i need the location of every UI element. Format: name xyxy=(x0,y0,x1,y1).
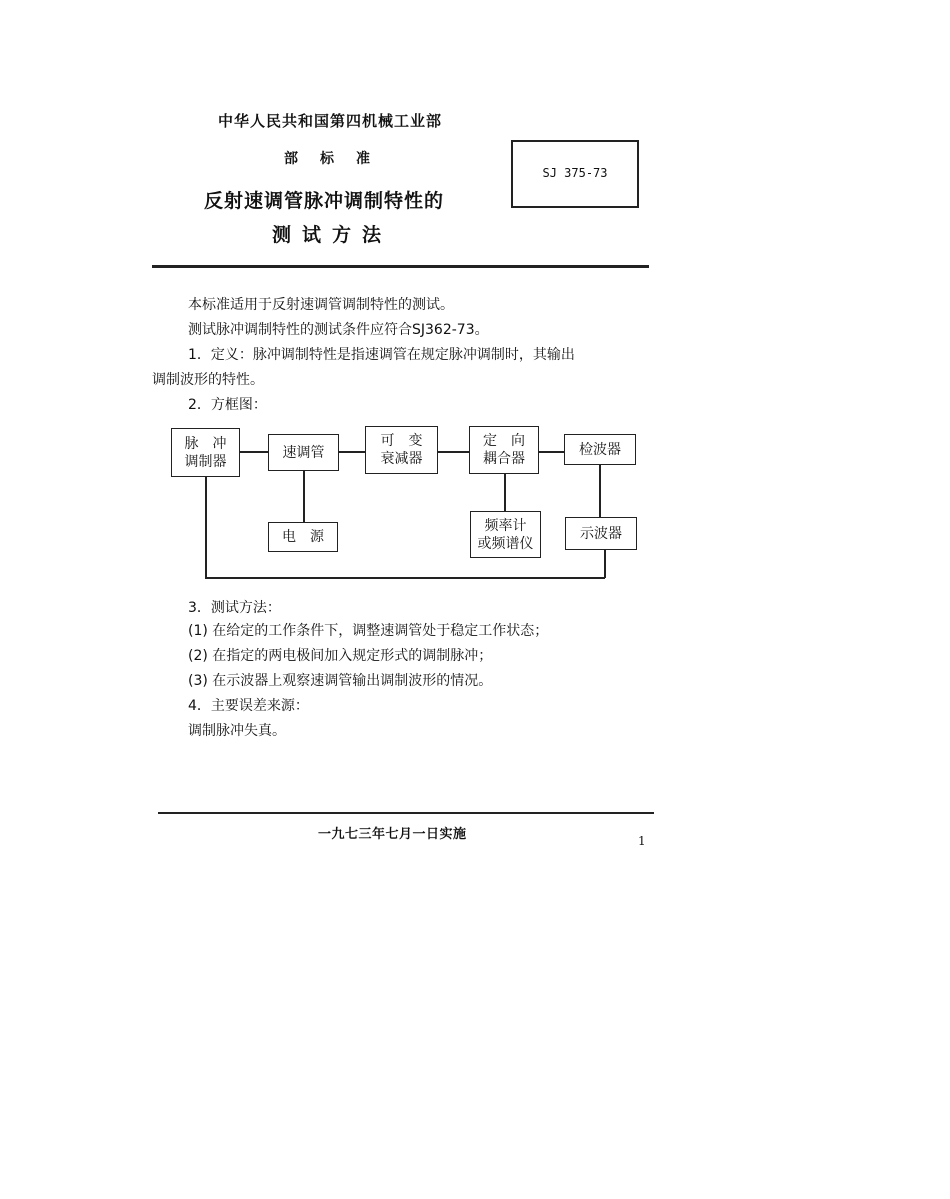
standard-code: SJ 375-73 xyxy=(542,166,608,180)
klystron-block: 速调管 xyxy=(268,434,339,471)
connector-line xyxy=(303,471,305,522)
pulse-modulator-block: 脉 冲 调制器 xyxy=(171,428,240,477)
test-step-2: (2) 在指定的两电极间加入规定形式的调制脉冲； xyxy=(188,648,493,664)
test-method-heading: 3．测试方法： xyxy=(188,600,281,616)
definition-paragraph-cont: 调制波形的特性。 xyxy=(152,372,264,388)
connector-line xyxy=(239,451,269,453)
scope-paragraph: 本标准适用于反射速调管调制特性的测试。 xyxy=(188,297,454,313)
connector-line xyxy=(504,474,506,512)
power-supply-block: 电 源 xyxy=(268,522,338,552)
oscilloscope-block: 示波器 xyxy=(565,517,637,550)
definition-paragraph: 1．定义：脉冲调制特性是指速调管在规定脉冲调制时，其输出 xyxy=(188,347,575,363)
block-diagram-heading: 2．方框图： xyxy=(188,397,267,413)
connector-line xyxy=(205,577,605,579)
effective-date: 一九七三年七月一日实施 xyxy=(318,827,467,842)
header-divider xyxy=(152,265,649,268)
connector-line xyxy=(437,451,470,453)
error-source-text: 调制脉冲失真。 xyxy=(188,723,286,739)
variable-attenuator-block: 可 变 衰减器 xyxy=(365,426,438,474)
standard-code-box xyxy=(511,140,639,208)
doc-title-line1: 反射速调管脉冲调制特性的 xyxy=(204,190,445,212)
frequency-meter-block: 频率计 或频谱仪 xyxy=(470,511,541,558)
test-step-3: (3) 在示波器上观察速调管输出调制波形的情况。 xyxy=(188,673,493,689)
doc-title-line2: 测试方法 xyxy=(272,224,393,246)
error-source-heading: 4．主要误差来源： xyxy=(188,698,309,714)
connector-line xyxy=(338,451,366,453)
page-number: 1 xyxy=(638,834,646,848)
footer-divider xyxy=(158,812,654,814)
dept-standard-label: 部标准 xyxy=(284,151,392,167)
connector-line xyxy=(604,550,606,578)
connector-line xyxy=(538,451,565,453)
connector-line xyxy=(205,477,207,578)
ministry-name: 中华人民共和国第四机械工业部 xyxy=(218,112,443,130)
detector-block: 检波器 xyxy=(564,434,636,465)
conditions-paragraph: 测试脉冲调制特性的测试条件应符合SJ362-73。 xyxy=(188,322,489,338)
directional-coupler-block: 定 向 耦合器 xyxy=(469,426,539,474)
test-step-1: (1) 在给定的工作条件下，调整速调管处于稳定工作状态； xyxy=(188,623,549,639)
connector-line xyxy=(599,465,601,517)
